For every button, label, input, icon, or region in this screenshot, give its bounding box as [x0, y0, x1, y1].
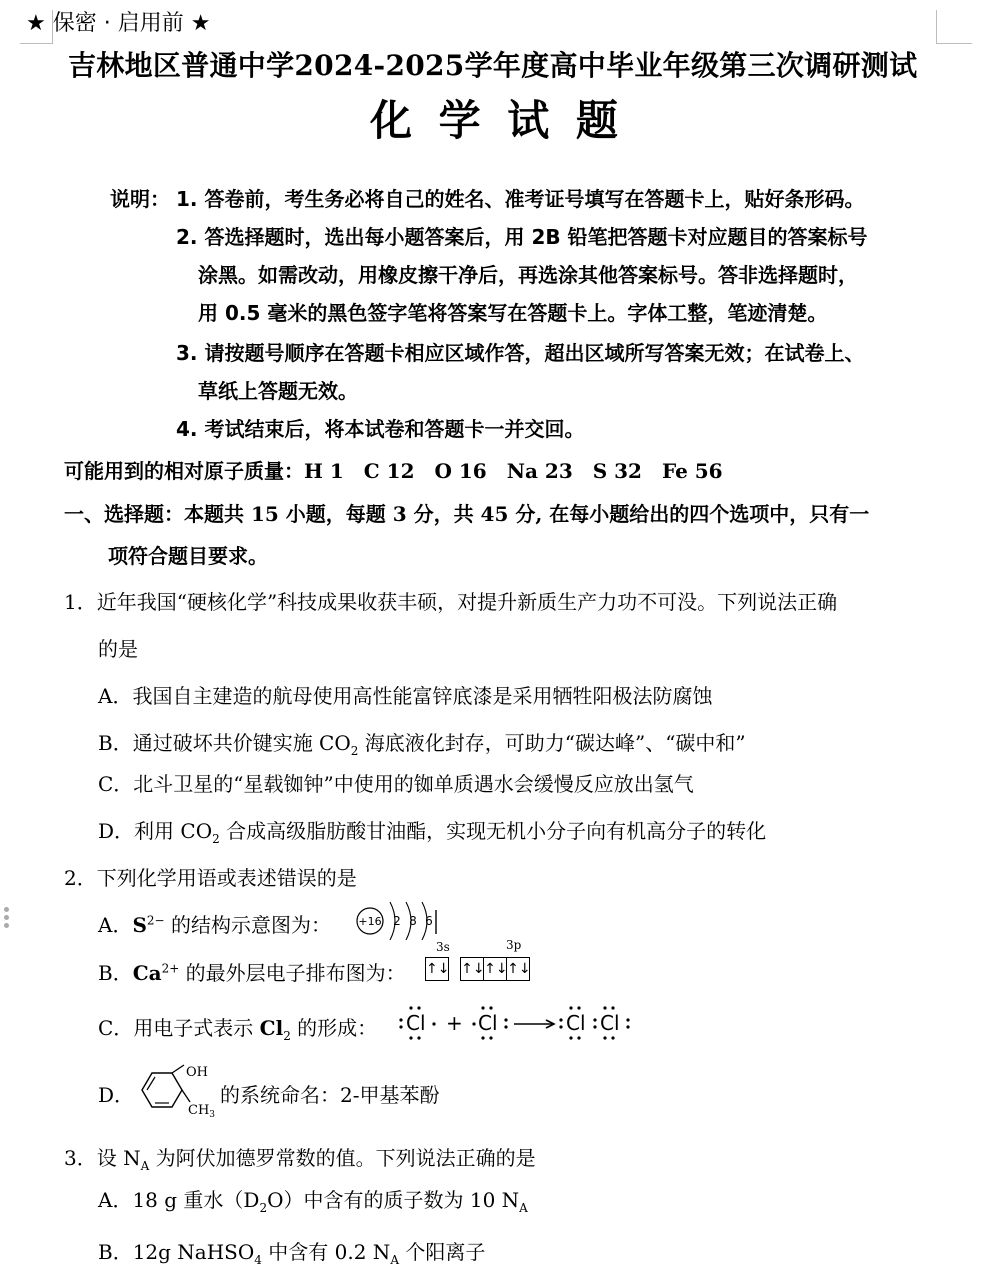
- crop-mark: [936, 10, 937, 44]
- margin-ellipsis-icon: [4, 904, 9, 931]
- oh-group: OH: [186, 1065, 208, 1080]
- orbital-box-3p: [460, 957, 530, 981]
- q1-stem-cont: 的是: [98, 637, 138, 661]
- q3-option-b: B．12g NaHSO$_4$ 中含有 0.2 $N_A$ 个阳离子: [98, 1240, 486, 1267]
- q3-stem: 3．设 $N_A$ 为阿伏加德罗常数的值。下列说法正确的是: [64, 1146, 536, 1173]
- cl-atom: Cl: [406, 1011, 426, 1035]
- cl2-formation-diagram: [396, 1002, 636, 1042]
- exam-title: 吉林地区普通中学2024-2025学年度高中毕业年级第三次调研测试: [68, 49, 918, 82]
- subject-title: 化 学 试 题: [370, 96, 624, 145]
- q2-stem: 2．下列化学用语或表述错误的是: [64, 866, 357, 890]
- shell-count: 8: [409, 914, 417, 928]
- orbital-label-3s: 3s: [436, 940, 450, 954]
- methylphenol-structure: [134, 1062, 224, 1118]
- crop-mark: [20, 43, 53, 44]
- section-heading: 一、选择题：本题共 15 小题，每题 3 分，共 45 分, 在每小题给出的四个选项中，只有一: [64, 502, 870, 526]
- plus-sign: +: [446, 1011, 463, 1035]
- orbital-cell: ↑↓: [484, 958, 507, 980]
- atomic-masses: 可能用到的相对原子质量：H 1 C 12 O 16 Na 23 S 32 Fe 56: [64, 459, 723, 483]
- cl-atom: Cl: [566, 1011, 586, 1035]
- shell-count: 6: [425, 914, 433, 928]
- orbital-cell: ↑↓: [461, 958, 484, 980]
- q1-stem: 1．近年我国“硬核化学”科技成果收获丰硕，对提升新质生产力功不可没。下列说法正确: [64, 590, 838, 614]
- ch3-group: $CH_3$: [188, 1103, 216, 1118]
- q2-option-c: C．用电子式表示 $Cl_2$ 的形成：: [98, 1016, 378, 1043]
- instruction-item: 涂黑。如需改动，用橡皮擦干净后，再选涂其他答案标号。答非选择题时，: [198, 263, 858, 287]
- q1-option-c: C．北斗卫星的“星载铷钟”中使用的铷单质遇水会缓慢反应放出氢气: [98, 772, 694, 796]
- instruction-item: 4. 考试结束后，将本试卷和答题卡一并交回。: [176, 417, 585, 441]
- q1-option-b: B．通过破坏共价键实施 $CO_2$ 海底液化封存，可助力“碳达峰”、“碳中和”: [98, 731, 746, 758]
- instruction-item: 2. 答选择题时，选出每小题答案后，用 2B 铅笔把答题卡对应题目的答案标号: [176, 225, 868, 249]
- crop-mark: [936, 43, 972, 44]
- instructions-label: 说明：: [110, 187, 170, 211]
- q1-option-d: D．利用 $CO_2$ 合成高级脂肪酸甘油酯，实现无机小分子向有机高分子的转化: [98, 819, 767, 846]
- nucleus-charge: +16: [358, 915, 382, 928]
- shell-count: 2: [393, 914, 401, 928]
- s2-structure-diagram: [354, 898, 444, 944]
- orbital-cell: ↑↓: [426, 961, 450, 977]
- instruction-item: 3. 请按题号顺序在答题卡相应区域作答，超出区域所写答案无效；在试卷上、: [176, 341, 865, 365]
- orbital-label-3p: 3p: [506, 938, 522, 952]
- q2-option-a: A．$S^{2-}$ 的结构示意图为：: [98, 913, 331, 937]
- instruction-item: 草纸上答题无效。: [198, 379, 358, 403]
- instruction-item: 1. 答卷前，考生务必将自己的姓名、准考证号填写在答题卡上，贴好条形码。: [176, 187, 865, 211]
- cl-atom: Cl: [600, 1011, 620, 1035]
- orbital-diagram: [425, 957, 530, 981]
- orbital-box-3s: [425, 957, 449, 981]
- confidential-label: ★ 保密 · 启用前 ★: [26, 11, 211, 36]
- orbital-cell: ↑↓: [507, 961, 531, 977]
- benzene-ring: [142, 1073, 182, 1107]
- q2-option-b: B．$Ca^{2+}$ 的最外层电子排布图为：: [98, 961, 406, 985]
- q2-option-d-label: D．: [98, 1083, 135, 1107]
- q1-option-a: A．我国自主建造的航母使用高性能富锌底漆是采用牺牲阳极法防腐蚀: [98, 684, 713, 708]
- instruction-item: 用 0.5 毫米的黑色签字笔将答案写在答题卡上。字体工整，笔迹清楚。: [198, 301, 828, 325]
- section-heading-cont: 项符合题目要求。: [108, 544, 268, 568]
- q3-option-a: A．18 g 重水$(D_2O)$中含有的质子数为 10 $N_A$: [98, 1188, 528, 1215]
- cl-atom: Cl: [478, 1011, 498, 1035]
- q2-option-d-text: 的系统命名：2-甲基苯酚: [220, 1083, 440, 1107]
